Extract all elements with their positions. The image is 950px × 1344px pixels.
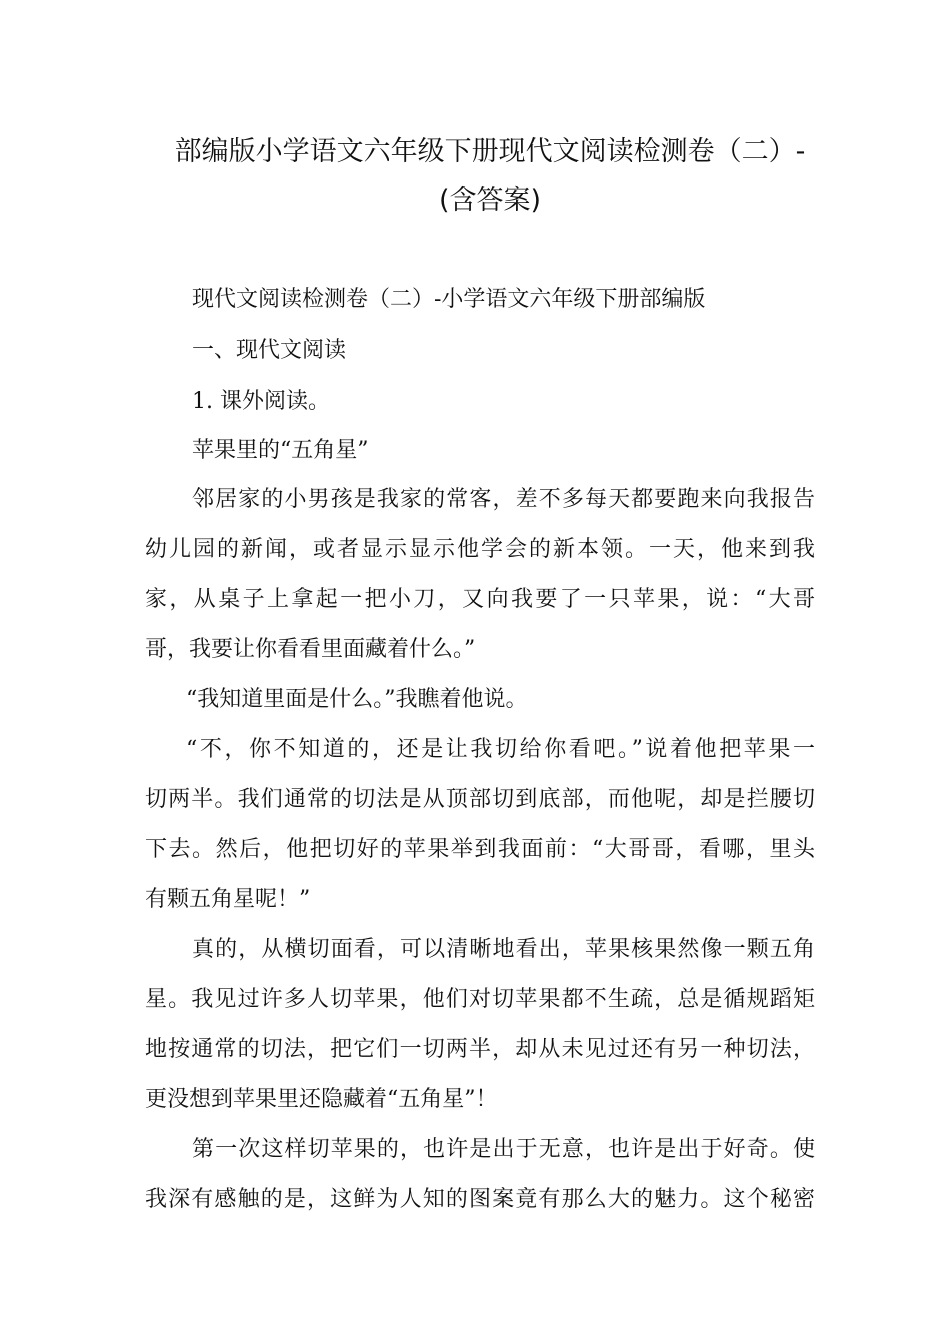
passage-line: 邻居家的小男孩是我家的常客，差不多每天都要跑来向我报告 xyxy=(192,487,815,512)
passage-line: 第一次这样切苹果的，也许是出于无意，也许是出于好奇。使 xyxy=(192,1137,815,1162)
passage-line: 有颗五角星呢！” xyxy=(145,887,311,912)
document-title-line-2: (含答案) xyxy=(438,185,542,216)
passage-line: 家，从桌子上拿起一把小刀，又向我要了一只苹果，说：“大哥 xyxy=(145,587,815,612)
passage-line: 地按通常的切法，把它们一切两半，却从未见过还有另一种切法， xyxy=(145,1037,815,1062)
passage-line: 哥，我要让你看看里面藏着什么。” xyxy=(145,637,476,662)
passage-line: 真的，从横切面看，可以清晰地看出，苹果核果然像一颗五角 xyxy=(192,937,815,962)
question-label: 1. 课外阅读。 xyxy=(192,389,330,414)
passage-line: 下去。然后，他把切好的苹果举到我面前：“大哥哥，看哪，里头 xyxy=(145,837,815,862)
passage-line: 星。我见过许多人切苹果，他们对切苹果都不生疏，总是循规蹈矩 xyxy=(145,987,815,1012)
passage-line: 幼儿园的新闻，或者显示显示他学会的新本领。一天，他来到我 xyxy=(145,537,815,562)
passage-line: 切两半。我们通常的切法是从顶部切到底部，而他呢，却是拦腰切 xyxy=(145,787,815,812)
passage-line: “不，你不知道的，还是让我切给你看吧。”说着他把苹果一 xyxy=(186,737,815,762)
section-heading: 一、现代文阅读 xyxy=(192,338,347,363)
passage-line: “我知道里面是什么。”我瞧着他说。 xyxy=(186,687,528,712)
document-subtitle: 现代文阅读检测卷（二）-小学语文六年级下册部编版 xyxy=(192,287,706,312)
passage-line: 更没想到苹果里还隐藏着“五角星”！ xyxy=(145,1087,498,1112)
passage-title: 苹果里的“五角星” xyxy=(192,438,369,463)
passage-line: 我深有感触的是，这鲜为人知的图案竟有那么大的魅力。这个秘密 xyxy=(145,1187,815,1212)
document-title-line-1: 部编版小学语文六年级下册现代文阅读检测卷（二）- xyxy=(174,136,806,167)
